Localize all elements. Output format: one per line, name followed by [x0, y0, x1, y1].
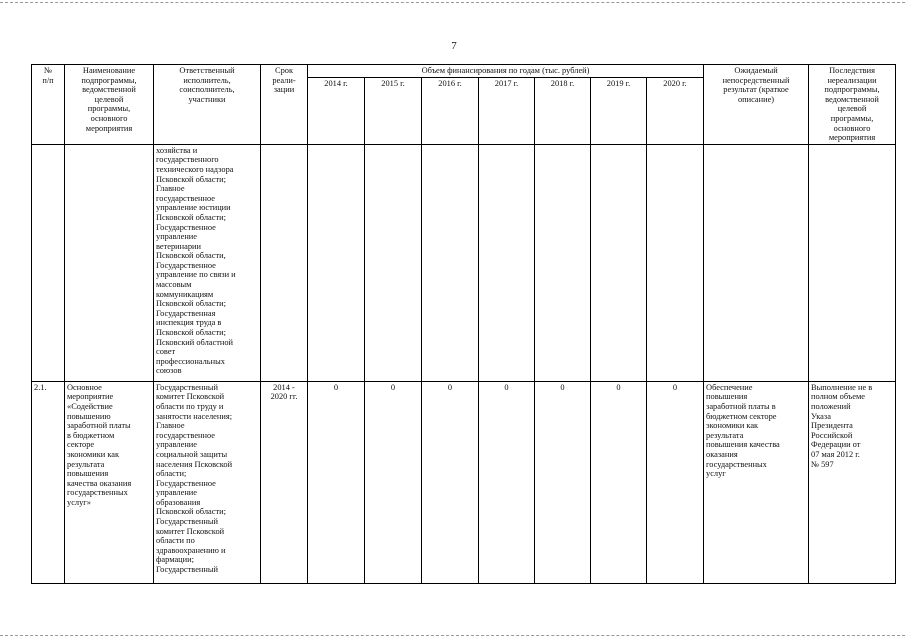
table-row-item [32, 381, 896, 583]
page-number: 7 [451, 40, 457, 52]
cell-value: 0 [308, 381, 365, 583]
header-year: 2015 г. [365, 78, 422, 145]
cell-value [308, 144, 365, 381]
cell-expected-result [704, 144, 809, 381]
cell-term [261, 144, 308, 381]
cell-expected-result: Обеспечение повышения заработной платы в бюджетном секторе экономики как результата повышения качества оказания государственных услуг [704, 381, 809, 583]
header-term: Срок реали- зации [261, 65, 308, 145]
cell-responsible: хозяйства и государственного технического надзора Псковской области; Главное государственное управление юстиции Псковской области; Государственное управление ветеринарии Псковской области, Государственное управление по связи и массовым коммуникациям Псковской области; Государственная инспекция труда в Псковской области; Псковский областной совет профессиональных союзов [154, 144, 261, 381]
cell-number [32, 144, 65, 381]
scan-edge-top [0, 2, 905, 4]
cell-value: 0 [535, 381, 591, 583]
header-year: 2020 г. [647, 78, 704, 145]
header-name: Наименование подпрограммы, ведомственной целевой программы, основного мероприятия [65, 65, 154, 145]
cell-value [535, 144, 591, 381]
header-consequences: Последствия нереализации подпрограммы, ведомственной целевой программы, основного мероприятия [809, 65, 896, 145]
table-row-continuation [32, 144, 896, 381]
cell-consequences [809, 144, 896, 381]
cell-value [365, 144, 422, 381]
header-year: 2016 г. [422, 78, 479, 145]
cell-value [422, 144, 479, 381]
header-year: 2014 г. [308, 78, 365, 145]
cell-consequences: Выполнение не в полном объеме положений Указа Президента Российской Федерации от 07 мая 2012 г. № 597 [809, 381, 896, 583]
scan-edge-bottom [0, 635, 905, 637]
cell-responsible: Государственный комитет Псковской области по труду и занятости населения; Главное государственное управление социальной защиты населения Псковской области; Государственное управление образования Псковской области; Государственный комитет Псковской области по здравоохранению и фармации; Государственный [154, 381, 261, 583]
header-year: 2019 г. [591, 78, 647, 145]
header-number: № п/п [32, 65, 65, 145]
cell-term: 2014 - 2020 гг. [261, 381, 308, 583]
cell-name [65, 144, 154, 381]
cell-value: 0 [479, 381, 535, 583]
cell-value [647, 144, 704, 381]
header-responsible: Ответственный исполнитель, соисполнитель, участники [154, 65, 261, 145]
header-year: 2017 г. [479, 78, 535, 145]
header-funding-group: Объем финансирования по годам (тыс. рублей) [308, 65, 704, 78]
cell-value: 0 [647, 381, 704, 583]
header-expected-result: Ожидаемый непосредственный результат (краткое описание) [704, 65, 809, 145]
cell-value: 0 [591, 381, 647, 583]
cell-value [479, 144, 535, 381]
header-year: 2018 г. [535, 78, 591, 145]
program-table [31, 64, 896, 584]
cell-number: 2.1. [32, 381, 65, 583]
cell-value [591, 144, 647, 381]
cell-value: 0 [422, 381, 479, 583]
cell-name: Основное мероприятие «Содействие повышению заработной платы в бюджетном секторе экономики как результата повышения качества оказания государственных услуг» [65, 381, 154, 583]
cell-value: 0 [365, 381, 422, 583]
